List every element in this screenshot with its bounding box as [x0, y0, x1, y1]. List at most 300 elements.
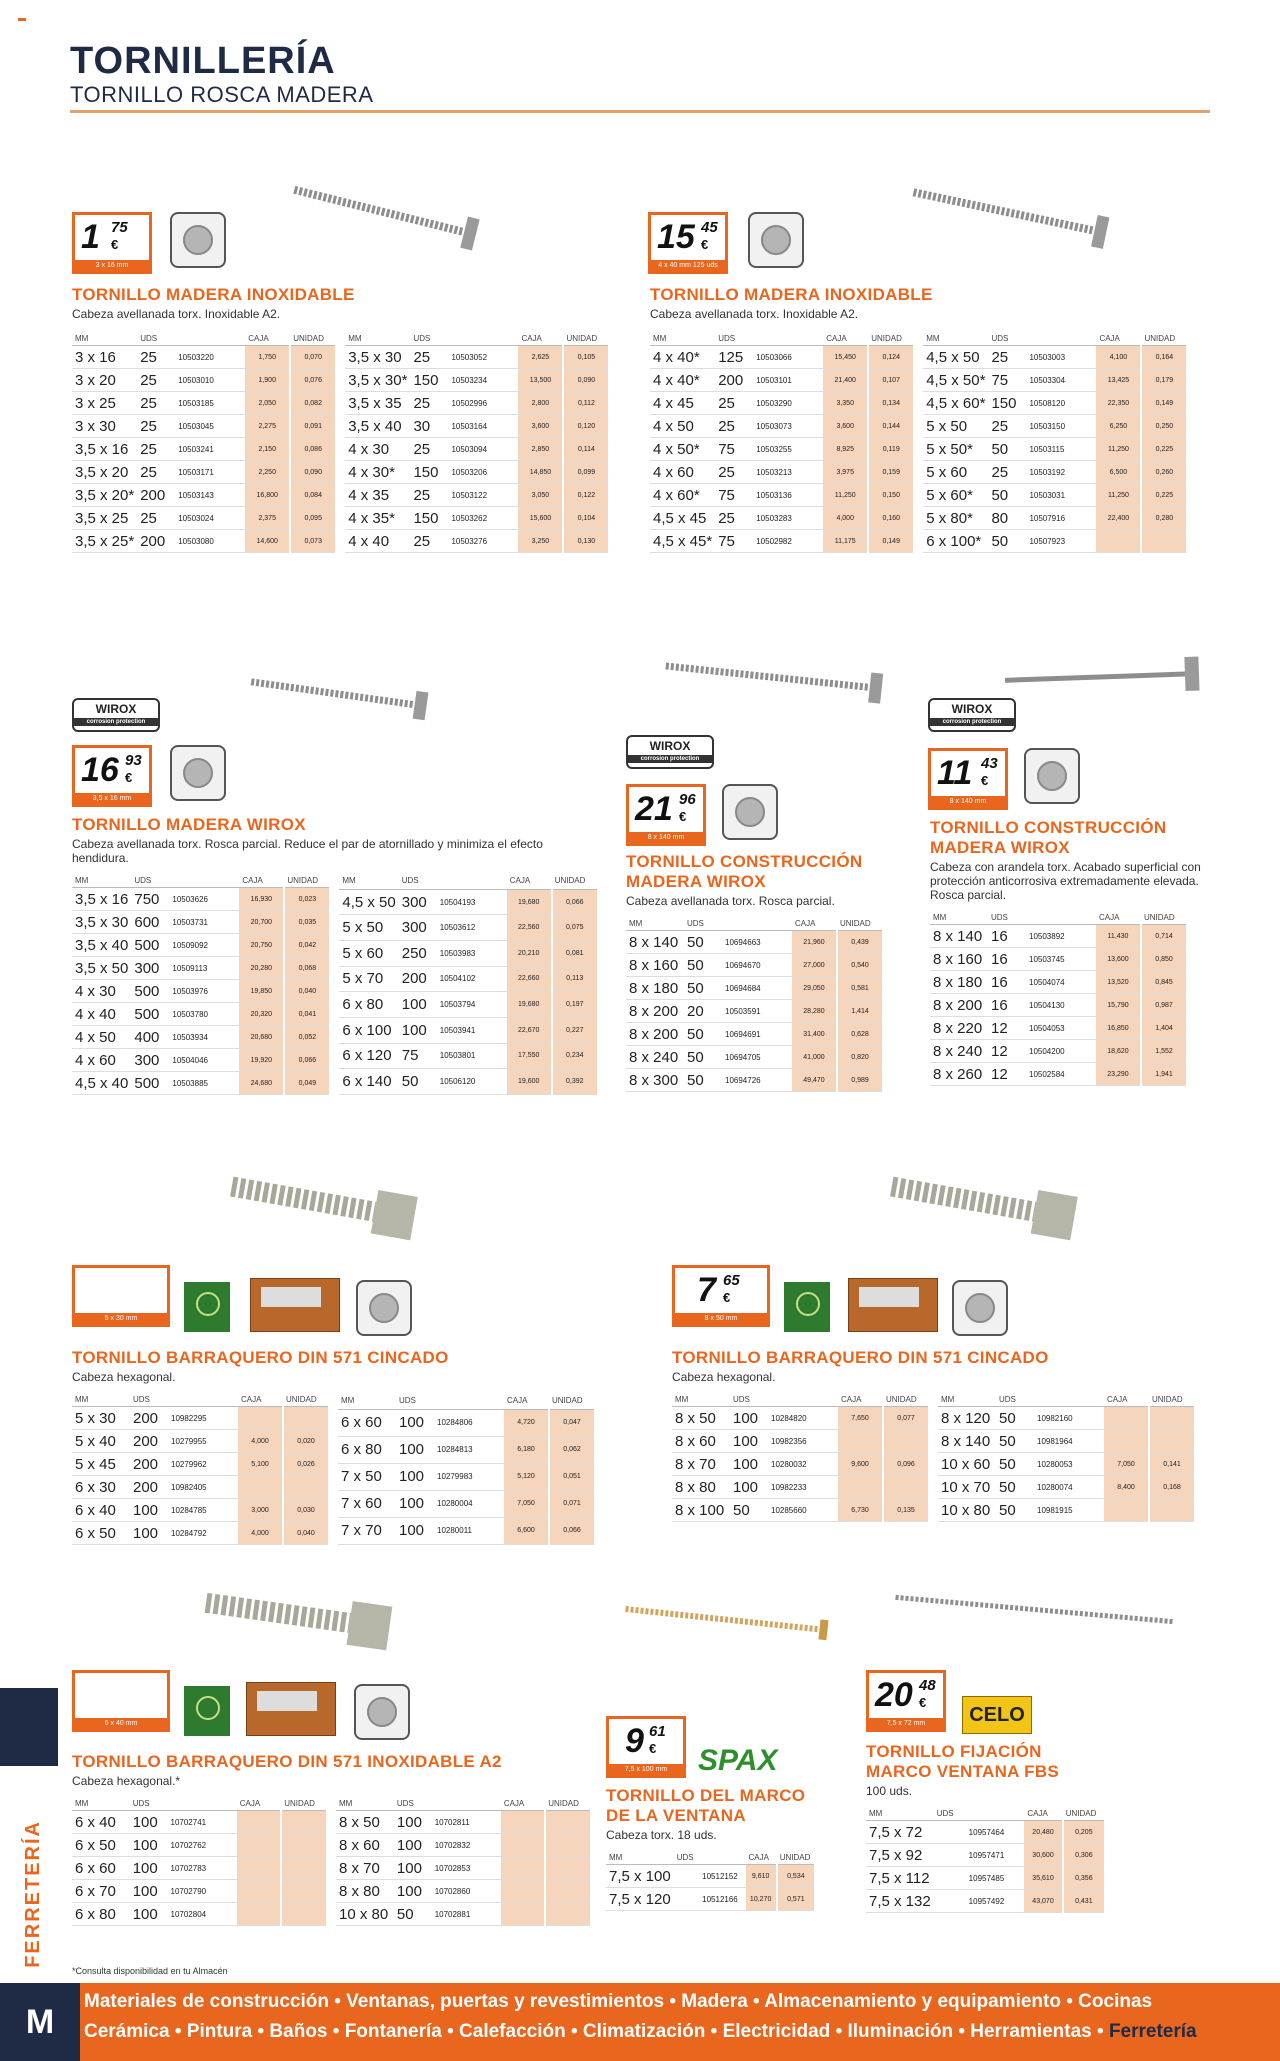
box-price-cell: 43,070	[1024, 1890, 1062, 1913]
footer-highlight: Ferretería	[1108, 2021, 1197, 2042]
size-cell: 10 x 80	[336, 1903, 394, 1926]
ref-cell: 10702860	[432, 1880, 501, 1903]
box-price-cell: 4,100	[1096, 346, 1141, 369]
price-decimals: 65	[723, 1272, 740, 1289]
product-p4	[626, 852, 896, 1092]
unit-price-cell: 0,356	[1063, 1867, 1105, 1890]
box-price-cell: 29,050	[792, 977, 837, 1000]
units-cell: 100	[130, 1811, 168, 1834]
box-price-cell: 2,850	[518, 438, 563, 461]
unit-price-cell: 0,112	[563, 392, 609, 415]
table-row	[72, 934, 330, 957]
size-cell: 5 x 60	[923, 461, 988, 484]
size-cell: 5 x 50	[923, 415, 988, 438]
unit-price-cell: 0,023	[284, 888, 330, 911]
units-cell: 75	[715, 484, 753, 507]
product-tables	[672, 1392, 1212, 1522]
units-cell	[674, 1865, 699, 1888]
size-cell: 4,5 x 50	[923, 346, 988, 369]
units-cell: 25	[137, 507, 175, 530]
table-row	[72, 1049, 330, 1072]
product-p3	[72, 815, 612, 1095]
ref-cell: 10280074	[1034, 1476, 1104, 1499]
table-row	[339, 915, 597, 941]
units-cell: 50	[684, 1046, 722, 1069]
units-cell: 25	[137, 392, 175, 415]
column-header: MM	[339, 873, 398, 889]
units-cell: 50	[996, 1476, 1034, 1499]
product-tables	[72, 331, 632, 553]
brand-tagline: corrosion protection	[930, 718, 1014, 726]
product-description: Cabeza avellanada torx. Inoxidable A2.	[650, 307, 859, 321]
unit-price-cell	[281, 1834, 327, 1857]
ref-cell: 10694726	[722, 1069, 792, 1092]
box-price-cell: 28,280	[792, 1000, 837, 1023]
euro-symbol: €	[679, 809, 687, 824]
unit-price-cell	[545, 1811, 591, 1834]
spec-table	[650, 331, 915, 553]
brand-name: WIROX	[649, 739, 691, 753]
column-header: CAJA	[746, 1850, 777, 1865]
box-price-cell: 8,925	[823, 438, 868, 461]
ref-cell: 10957471	[966, 1844, 1025, 1867]
column-header: UNIDAD	[284, 873, 330, 888]
box-price-cell: 20,210	[507, 940, 552, 966]
product-name: TORNILLO BARRAQUERO DIN 571 INOXIDABLE A2	[72, 1752, 502, 1771]
size-cell: 8 x 240	[626, 1046, 684, 1069]
unit-price-cell: 0,225	[1141, 438, 1187, 461]
unit-price-cell: 0,714	[1141, 925, 1187, 948]
unit-price-cell: 0,159	[868, 461, 914, 484]
price-integer: 1	[81, 218, 100, 256]
ref-cell: 10503080	[175, 530, 245, 553]
units-cell: 750	[131, 888, 169, 911]
size-cell: 4 x 50	[72, 1026, 131, 1049]
units-cell: 100	[130, 1522, 168, 1545]
ref-cell: 10503003	[1026, 346, 1096, 369]
product-name: TORNILLO MADERA INOXIDABLE	[72, 285, 355, 304]
ref-cell: 10512152	[699, 1865, 745, 1888]
table-row	[930, 1040, 1187, 1063]
ref-cell: 10280011	[434, 1517, 504, 1544]
size-cell: 6 x 70	[72, 1880, 130, 1903]
table-row	[336, 1857, 591, 1880]
unit-price-cell	[1141, 530, 1187, 553]
ref-cell: 10702762	[168, 1834, 237, 1857]
box-price-cell: 35,610	[1024, 1867, 1062, 1890]
ref-cell: 10279983	[434, 1463, 504, 1490]
table-row	[72, 415, 336, 438]
column-header: UDS	[131, 873, 169, 888]
unit-price-cell: 0,227	[552, 1017, 598, 1043]
ref-cell: 10503241	[175, 438, 245, 461]
unit-price-cell: 0,105	[563, 346, 609, 369]
size-cell: 7,5 x 120	[606, 1888, 674, 1911]
units-cell: 16	[988, 948, 1026, 971]
table-row	[923, 346, 1187, 369]
size-cell: 8 x 50	[336, 1811, 394, 1834]
size-cell: 3 x 30	[72, 415, 137, 438]
box-price-cell: 19,850	[239, 980, 284, 1003]
euro-symbol: €	[125, 770, 133, 785]
table-row	[72, 888, 330, 911]
brand-tagline: corrosion protection	[628, 755, 712, 763]
product-p10	[866, 1742, 1106, 1913]
ref-cell: 10509113	[169, 957, 239, 980]
units-cell: 16	[988, 925, 1026, 948]
units-cell: 25	[715, 461, 753, 484]
table-row	[339, 1043, 597, 1069]
table-row	[345, 484, 609, 507]
column-header: CAJA	[238, 1392, 283, 1407]
product-description: Cabeza avellanada torx. Inoxidable A2.	[72, 307, 281, 321]
box-price-cell: 20,750	[239, 934, 284, 957]
table-row	[338, 1517, 595, 1544]
unit-price-cell	[281, 1880, 327, 1903]
column-header: UNIDAD	[1063, 1806, 1105, 1821]
table-row	[72, 461, 336, 484]
box-price-cell: 22,350	[1096, 392, 1141, 415]
ref-cell: 10504053	[1026, 1017, 1096, 1040]
units-cell: 200	[130, 1476, 168, 1499]
column-header: UDS	[137, 331, 175, 346]
table-row	[345, 369, 609, 392]
size-cell: 8 x 160	[930, 948, 988, 971]
ref-cell: 10507923	[1026, 530, 1096, 553]
table-row	[339, 889, 597, 915]
box-price-cell: 11,250	[823, 484, 868, 507]
unit-price-cell: 0,439	[837, 931, 883, 954]
column-header: MM	[72, 873, 131, 888]
box-price-cell: 30,600	[1024, 1844, 1062, 1867]
units-cell: 100	[130, 1834, 168, 1857]
table-row	[923, 530, 1187, 553]
table-row	[72, 1499, 329, 1522]
box-price-cell	[501, 1857, 545, 1880]
eco-icon	[184, 1686, 230, 1736]
unit-price-cell: 0,392	[552, 1069, 598, 1095]
hex-head-icon	[952, 1280, 1008, 1336]
box-price-cell: 3,000	[238, 1499, 283, 1522]
size-cell: 8 x 220	[930, 1017, 988, 1040]
ref-cell: 10284820	[768, 1407, 838, 1430]
box-price-cell: 21,960	[792, 931, 837, 954]
unit-price-cell	[545, 1857, 591, 1880]
column-header: MM	[923, 331, 988, 346]
unit-price-cell	[1149, 1499, 1195, 1522]
table-row	[938, 1453, 1195, 1476]
eco-icon	[184, 1282, 230, 1332]
table-row	[626, 954, 883, 977]
units-cell: 25	[410, 484, 448, 507]
units-cell: 100	[130, 1499, 168, 1522]
table-row	[866, 1890, 1105, 1913]
units-cell: 50	[684, 1069, 722, 1092]
ref-cell: 10503976	[169, 980, 239, 1003]
bolt-image	[225, 1165, 425, 1245]
size-cell: 7,5 x 132	[866, 1890, 934, 1913]
box-price-cell: 31,400	[792, 1023, 837, 1046]
column-header	[1026, 331, 1096, 346]
column-header: MM	[672, 1392, 730, 1407]
size-cell: 10 x 80	[938, 1499, 996, 1522]
box-price-cell: 19,680	[507, 889, 552, 915]
units-cell: 150	[410, 369, 448, 392]
size-cell: 3,5 x 40	[72, 934, 131, 957]
price-tag	[928, 748, 1008, 810]
price-tag	[866, 1670, 946, 1732]
box-price-cell: 13,520	[1096, 971, 1141, 994]
column-header: UNIDAD	[1141, 910, 1187, 925]
units-cell: 25	[715, 392, 753, 415]
product-description: Cabeza hexagonal.*	[72, 1774, 181, 1788]
size-cell: 3,5 x 30	[72, 911, 131, 934]
units-cell: 50	[684, 931, 722, 954]
box-price-cell: 15,790	[1096, 994, 1141, 1017]
ref-cell: 10279955	[168, 1430, 238, 1453]
box-price-cell: 3,350	[823, 392, 868, 415]
units-cell: 75	[715, 438, 753, 461]
column-header: UNIDAD	[283, 1392, 329, 1407]
units-cell: 100	[394, 1857, 432, 1880]
footer-bar	[0, 1983, 1280, 2061]
box-price-cell	[838, 1476, 883, 1499]
price-tag	[72, 1265, 170, 1327]
table-row	[72, 980, 330, 1003]
product-name: TORNILLO CONSTRUCCIÓN MADERA WIROX	[930, 818, 1167, 857]
unit-price-cell	[545, 1880, 591, 1903]
size-cell: 5 x 45	[72, 1453, 130, 1476]
ref-cell: 10957492	[966, 1890, 1025, 1913]
spec-table	[336, 1796, 592, 1926]
column-header: MM	[72, 1392, 130, 1407]
ref-cell: 10702881	[432, 1903, 501, 1926]
size-cell: 4 x 45	[650, 392, 715, 415]
size-cell: 6 x 60	[72, 1857, 130, 1880]
box-price-cell: 1,750	[245, 346, 290, 369]
unit-price-cell: 0,114	[563, 438, 609, 461]
ref-cell: 10957485	[966, 1867, 1025, 1890]
price-note: 5 x 30 mm	[75, 1313, 167, 1324]
unit-price-cell: 0,234	[552, 1043, 598, 1069]
ref-cell: 10507916	[1026, 507, 1096, 530]
units-cell: 25	[715, 415, 753, 438]
price-note: 3 x 16 mm	[75, 260, 149, 271]
ref-cell: 10503094	[448, 438, 518, 461]
unit-price-cell: 0,084	[290, 484, 336, 507]
unit-price-cell	[283, 1407, 329, 1430]
table-row	[72, 1834, 327, 1857]
units-cell: 100	[730, 1407, 768, 1430]
unit-price-cell: 0,047	[549, 1409, 595, 1436]
product-tables	[650, 331, 1210, 553]
table-row	[72, 1880, 327, 1903]
product-tables	[866, 1806, 1106, 1913]
size-cell: 8 x 60	[336, 1834, 394, 1857]
units-cell: 75	[715, 530, 753, 553]
column-header	[753, 331, 823, 346]
box-price-cell: 16,930	[239, 888, 284, 911]
unit-price-cell: 0,120	[563, 415, 609, 438]
spec-table	[72, 331, 337, 553]
units-cell: 50	[684, 977, 722, 1000]
table-row	[345, 530, 609, 553]
ref-cell: 10694691	[722, 1023, 792, 1046]
brand-name: WIROX	[951, 702, 993, 716]
table-row	[345, 507, 609, 530]
table-row	[345, 461, 609, 484]
box-price-cell: 15,600	[518, 507, 563, 530]
units-cell: 50	[996, 1453, 1034, 1476]
size-cell: 3,5 x 50	[72, 957, 131, 980]
box-price-cell: 11,175	[823, 530, 868, 553]
column-header: UDS	[996, 1392, 1034, 1407]
box-price-cell: 22,560	[507, 915, 552, 941]
units-cell: 500	[131, 934, 169, 957]
unit-price-cell: 0,068	[284, 957, 330, 980]
price-note: 8 x 50 mm	[675, 1313, 767, 1324]
size-cell: 5 x 60	[339, 940, 398, 966]
price-decimals: 75	[111, 219, 128, 236]
size-cell: 5 x 50*	[923, 438, 988, 461]
size-cell: 3 x 25	[72, 392, 137, 415]
size-cell: 3 x 16	[72, 346, 137, 369]
column-header	[432, 1796, 501, 1811]
ref-cell: 10502982	[753, 530, 823, 553]
size-cell: 5 x 60*	[923, 484, 988, 507]
box-price-cell: 2,375	[245, 507, 290, 530]
units-cell: 25	[137, 438, 175, 461]
table-row	[626, 1046, 883, 1069]
price-tag	[648, 212, 728, 274]
units-cell: 25	[410, 392, 448, 415]
ref-cell: 10285660	[768, 1499, 838, 1522]
price-tag	[72, 745, 152, 807]
box-price-cell: 20,680	[239, 1026, 284, 1049]
size-cell: 4 x 35	[345, 484, 410, 507]
size-cell: 4,5 x 50*	[923, 369, 988, 392]
ref-cell: 10503892	[1026, 925, 1096, 948]
box-price-cell: 11,430	[1096, 925, 1141, 948]
screw-image	[285, 185, 505, 255]
unit-price-cell: 0,040	[284, 980, 330, 1003]
table-row	[338, 1463, 595, 1490]
ref-cell: 10982160	[1034, 1407, 1104, 1430]
table-row	[72, 392, 336, 415]
column-header: UDS	[988, 331, 1026, 346]
box-price-cell: 3,050	[518, 484, 563, 507]
size-cell: 3,5 x 30*	[345, 369, 410, 392]
column-header: UNIDAD	[281, 1796, 327, 1811]
ref-cell: 10503283	[753, 507, 823, 530]
unit-price-cell	[545, 1834, 591, 1857]
package-image	[246, 1682, 336, 1736]
column-header	[1034, 1392, 1104, 1407]
corner-mark	[18, 18, 26, 21]
table-row	[626, 1069, 883, 1092]
column-header: UDS	[396, 1392, 434, 1409]
box-price-cell: 22,670	[507, 1017, 552, 1043]
ref-cell: 10503045	[175, 415, 245, 438]
box-price-cell	[238, 1476, 283, 1499]
size-cell: 4 x 60*	[650, 484, 715, 507]
ref-cell: 10503262	[448, 507, 518, 530]
torx-icon	[170, 745, 226, 801]
column-header: CAJA	[507, 873, 552, 889]
spec-table	[938, 1392, 1196, 1522]
unit-price-cell: 0,280	[1141, 507, 1187, 530]
hex-head-icon	[354, 1684, 410, 1740]
unit-price-cell: 0,820	[837, 1046, 883, 1069]
ref-cell: 10702811	[432, 1811, 501, 1834]
ref-cell: 10503255	[753, 438, 823, 461]
size-cell: 8 x 70	[336, 1857, 394, 1880]
size-cell: 8 x 80	[672, 1476, 730, 1499]
product-p2	[650, 285, 1210, 553]
size-cell: 7,5 x 100	[606, 1865, 674, 1888]
units-cell: 100	[399, 992, 437, 1018]
units-cell: 25	[988, 346, 1026, 369]
column-header	[722, 916, 792, 931]
units-cell: 80	[988, 507, 1026, 530]
table-row	[930, 971, 1187, 994]
ref-cell: 10702853	[432, 1857, 501, 1880]
table-row	[923, 507, 1187, 530]
table-row	[938, 1407, 1195, 1430]
table-row	[72, 530, 336, 553]
unit-price-cell: 0,066	[552, 889, 598, 915]
size-cell: 8 x 200	[626, 1023, 684, 1046]
size-cell: 8 x 200	[626, 1000, 684, 1023]
price-integer: 7	[697, 1271, 716, 1309]
size-cell: 4 x 40	[345, 530, 410, 553]
unit-price-cell: 0,989	[837, 1069, 883, 1092]
unit-price-cell: 0,144	[868, 415, 914, 438]
table-row	[72, 1407, 329, 1430]
wirox-logo	[626, 735, 714, 769]
product-description: 100 uds.	[866, 1784, 913, 1798]
price-note: 8 x 140 mm	[931, 796, 1005, 807]
unit-price-cell: 0,091	[290, 415, 336, 438]
units-cell: 50	[996, 1499, 1034, 1522]
box-price-cell: 17,550	[507, 1043, 552, 1069]
size-cell: 8 x 120	[938, 1407, 996, 1430]
unit-price-cell: 0,540	[837, 954, 883, 977]
product-tables	[606, 1850, 816, 1911]
size-cell: 8 x 80	[336, 1880, 394, 1903]
product-description: Cabeza avellanada torx. Rosca parcial. Reduce el par de atornillado y minimiza el efecto hendidura.	[72, 837, 543, 865]
size-cell: 8 x 140	[626, 931, 684, 954]
column-header: UDS	[684, 916, 722, 931]
box-price-cell: 6,250	[1096, 415, 1141, 438]
ref-cell: 10981915	[1034, 1499, 1104, 1522]
price-note: 7,5 x 100 mm	[609, 1764, 683, 1775]
ref-cell: 10502584	[1026, 1063, 1096, 1086]
unit-price-cell: 0,096	[883, 1453, 929, 1476]
box-price-cell: 9,600	[838, 1453, 883, 1476]
table-row	[626, 1023, 883, 1046]
ref-cell: 10503934	[169, 1026, 239, 1049]
size-cell: 4 x 40*	[650, 369, 715, 392]
table-row	[72, 1522, 329, 1545]
ref-cell: 10280004	[434, 1490, 504, 1517]
box-price-cell: 20,320	[239, 1003, 284, 1026]
units-cell: 75	[988, 369, 1026, 392]
spec-table	[866, 1806, 1106, 1913]
units-cell: 200	[130, 1430, 168, 1453]
hex-head-icon	[356, 1280, 412, 1336]
units-cell: 50	[988, 438, 1026, 461]
